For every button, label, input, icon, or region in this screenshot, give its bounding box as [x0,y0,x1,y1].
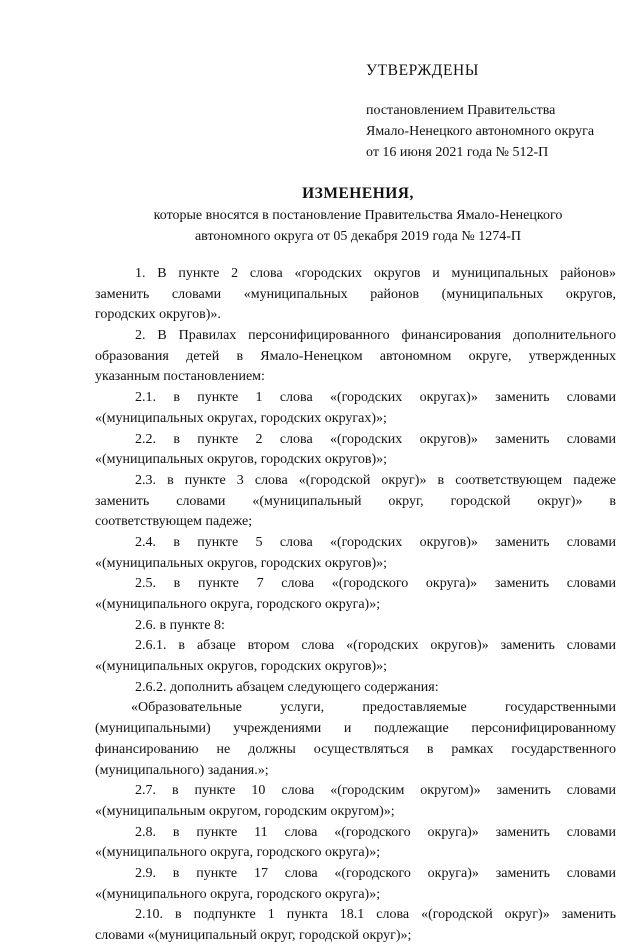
body-line: 2.6.1. в абзаце втором слова «(городских округов)» заменить словами [135,638,616,654]
body-line: «(муниципального округа, городского округа)»; [95,886,381,902]
body-line: 2.4. в пункте 5 слова «(городских округов)» заменить словами [135,534,616,550]
body-line: финансированию не должны осуществляться в рамках государственного [95,741,616,757]
document-subtitle [0,205,640,247]
subtitle-line: автономного округа от 05 декабря 2019 года № 1274-П [194,229,522,244]
body-line: «(муниципальным округом, городским округом)»; [95,803,395,819]
body-line: указанным постановлением: [95,369,265,385]
body-line: 2. В Правилах персонифицированного финансирования дополнительного [135,328,616,344]
body-line: 2.1. в пункте 1 слова «(городских округах)» заменить словами [135,390,616,406]
approval-reference [366,100,594,163]
body-line: 1. В пункте 2 слова «городских округов и муниципальных районов» [135,266,616,281]
body-line: «(муниципальных округов, городских округов)»; [95,452,388,468]
body-line: соответствующем падеже; [95,514,253,530]
body-line: «Образовательные услуги, предоставляемые государственными [131,700,616,716]
document-title: ИЗМЕНЕНИЯ, [302,185,414,202]
body-line: «(муниципальных округов, городских округов)»; [95,555,388,571]
body-line: заменить словами «(муниципальный округ, городской округ)» в [95,493,616,509]
body-line: «(муниципальных округах, городских округах)»; [95,410,387,426]
body-line: 2.10. в подпункте 1 пункта 18.1 слова «(городской округ)» заменить [135,907,616,923]
body-line: 2.6.2. дополнить абзацем следующего содержания: [135,679,439,695]
body-line: 2.5. в пункте 7 слова «(городского округа)» заменить словами [135,576,616,592]
body-line: городских округов)». [95,307,221,323]
body-line: 2.2. в пункте 2 слова «(городских округов)» заменить словами [135,431,616,447]
approval-line: от 16 июня 2021 года № 512-П [366,145,549,160]
body-line: словами «(муниципальный округ, городской округ)»; [95,928,412,943]
approval-line: Ямало-Ненецкого автономного округа [366,124,595,139]
body-line: 2.7. в пункте 10 слова «(городским округом)» заменить словами [135,783,616,799]
body-line: 2.9. в пункте 17 слова «(городского округа)» заменить словами [135,865,616,881]
body-line: 2.6. в пункте 8: [135,617,225,633]
body-line: 2.8. в пункте 11 слова «(городского округа)» заменить словами [135,824,616,840]
body-line: (муниципальными) учреждениями и подлежащие персонифицированному [95,721,616,737]
body-line: 2.3. в пункте 3 слова «(городской округ)» в соответствующем падеже [135,472,616,488]
body-line: «(муниципальных округов, городских округов)»; [95,659,388,675]
body-line: заменить словами «муниципальных районов (муниципальных округов, [95,286,616,302]
body-line: (муниципального) задания.»; [95,762,269,778]
body-line: «(муниципального округа, городского округа)»; [95,597,381,612]
approval-line: постановлением Правительства [366,103,556,118]
body-line: «(муниципального округа, городского округа)»; [95,845,381,861]
document-body [95,264,616,947]
body-line: образования детей в Ямало-Ненецком автономном округе, утвержденных [95,348,616,364]
subtitle-line: которые вносятся в постановление Правительства Ямало-Ненецкого [153,208,563,223]
approval-stamp-heading: УТВЕРЖДЕНЫ [366,62,479,79]
